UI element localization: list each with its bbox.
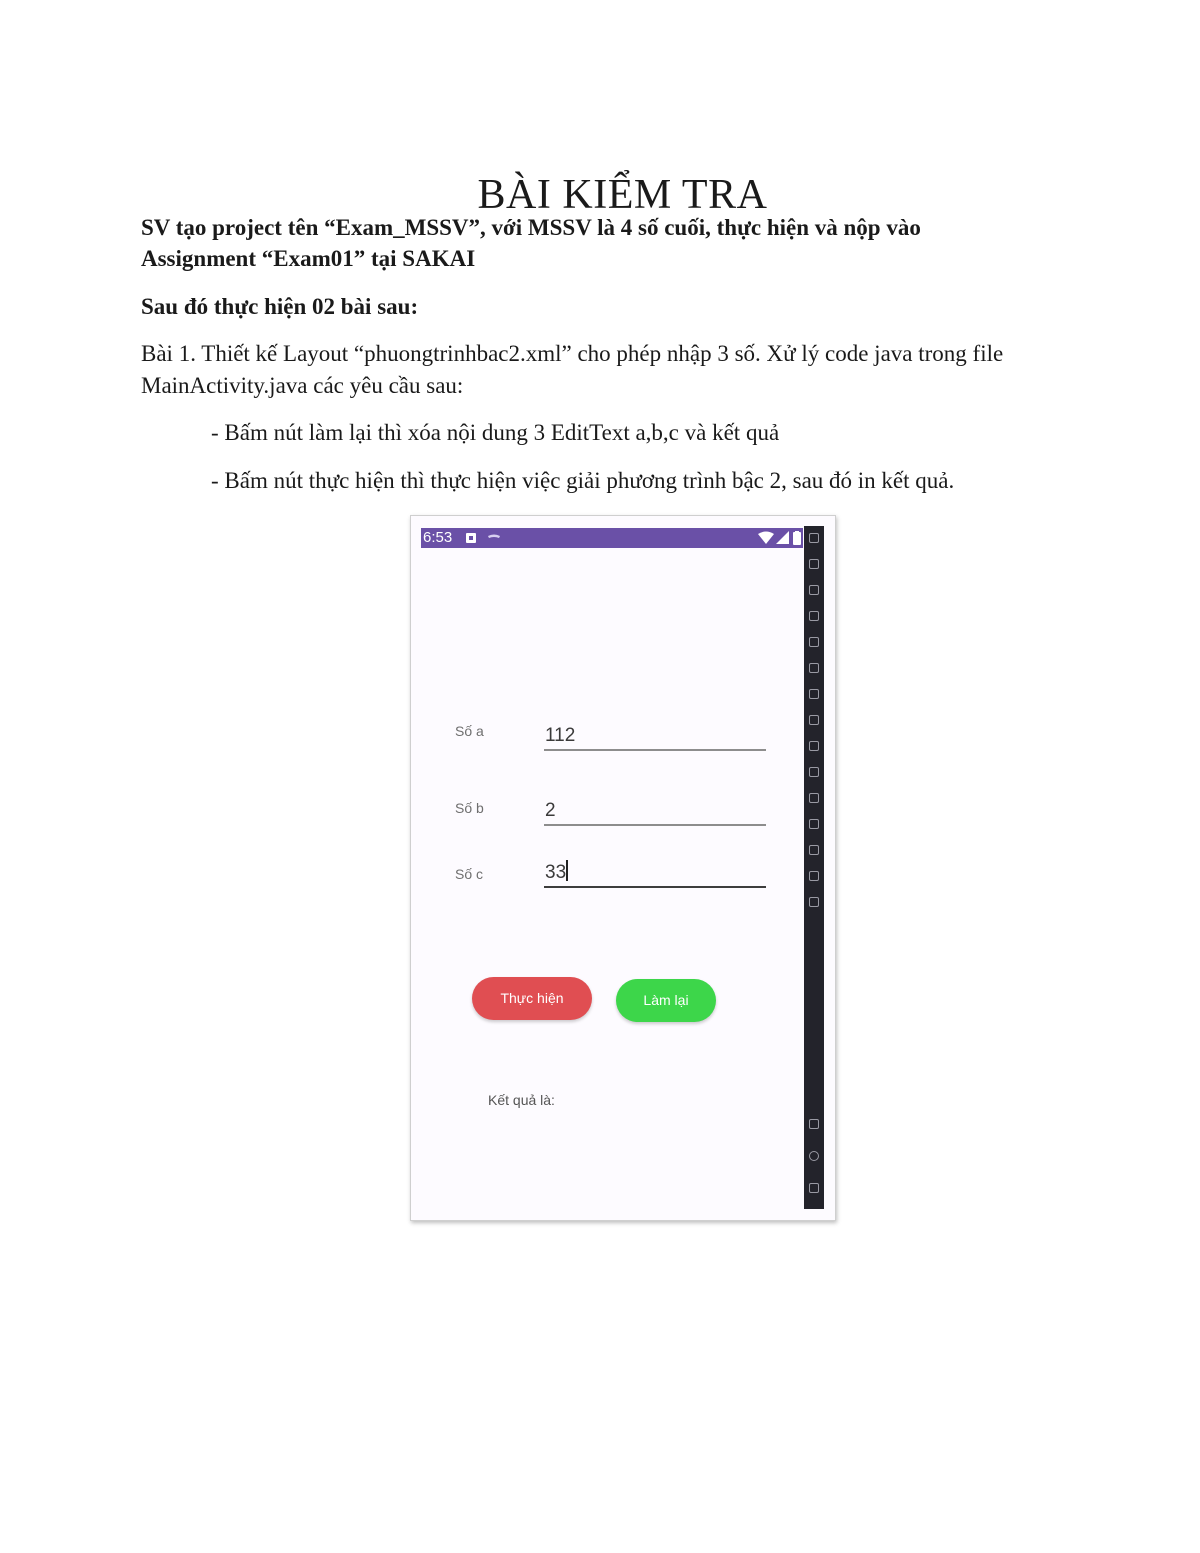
status-bar <box>421 528 803 548</box>
location-icon[interactable] <box>809 871 819 881</box>
input-a[interactable]: 112 <box>544 721 766 751</box>
home-icon[interactable] <box>809 1151 819 1161</box>
status-time: 6:53 <box>423 529 453 546</box>
task-line-1: Bài 1. Thiết kế Layout “phuongtrinhbac2.xml” cho phép nhập 3 số. Xử lý code java trong file <box>141 341 1004 366</box>
input-c[interactable] <box>544 858 766 888</box>
calculate-button[interactable]: Thực hiện <box>472 977 592 1020</box>
screen-icon[interactable] <box>809 793 819 803</box>
zoom-icon[interactable] <box>809 715 819 725</box>
notification-icon <box>465 531 477 549</box>
scissors-icon[interactable] <box>809 741 819 751</box>
emulator-toolbar <box>804 526 824 1209</box>
reset-button[interactable]: Làm lại <box>616 979 716 1022</box>
battery-icon <box>793 531 801 550</box>
close-icon[interactable] <box>809 533 819 543</box>
field-label-a: Số a <box>455 723 484 739</box>
wifi-icon <box>758 531 774 549</box>
text-cursor <box>566 860 568 881</box>
fold-icon[interactable] <box>809 819 819 829</box>
intro-line-1: SV tạo project tên “Exam_MSSV”, với MSSV là 4 số cuối, thực hiện và nộp vào <box>141 215 921 240</box>
back-icon[interactable] <box>809 1119 819 1129</box>
task-line-2: MainActivity.java các yêu cầu sau: <box>141 373 464 398</box>
volume-down-icon[interactable] <box>809 611 819 621</box>
volume-up-icon[interactable] <box>809 585 819 595</box>
rotate-icon[interactable] <box>809 637 819 647</box>
intro-line-2: Assignment “Exam01” tại SAKAI <box>141 246 476 271</box>
bullet-calculate: - Bấm nút thực hiện thì thực hiện việc giải phương trình bậc 2, sau đó in kết quả. <box>211 468 955 493</box>
page-title: BÀI KIỂM TRA <box>477 172 768 219</box>
signal-icon <box>776 531 789 549</box>
rotate-right-icon[interactable] <box>809 663 819 673</box>
folder-icon[interactable] <box>809 845 819 855</box>
camera-icon[interactable] <box>809 689 819 699</box>
message-icon <box>487 531 501 549</box>
field-label-c: Số c <box>455 866 484 882</box>
bullet-reset: - Bấm nút làm lại thì xóa nội dung 3 EditText a,b,c và kết quả <box>211 420 780 445</box>
input-c-value: 33 <box>545 862 567 883</box>
record-icon[interactable] <box>809 767 819 777</box>
field-label-b: Số b <box>455 800 484 816</box>
input-b[interactable]: 2 <box>544 796 766 826</box>
subheading: Sau đó thực hiện 02 bài sau: <box>141 294 419 319</box>
phone-screenshot <box>410 515 836 1221</box>
overview-icon[interactable] <box>809 1183 819 1193</box>
result-label: Kết quả là: <box>488 1092 555 1108</box>
power-icon[interactable] <box>809 559 819 569</box>
more-icon[interactable] <box>809 897 819 907</box>
